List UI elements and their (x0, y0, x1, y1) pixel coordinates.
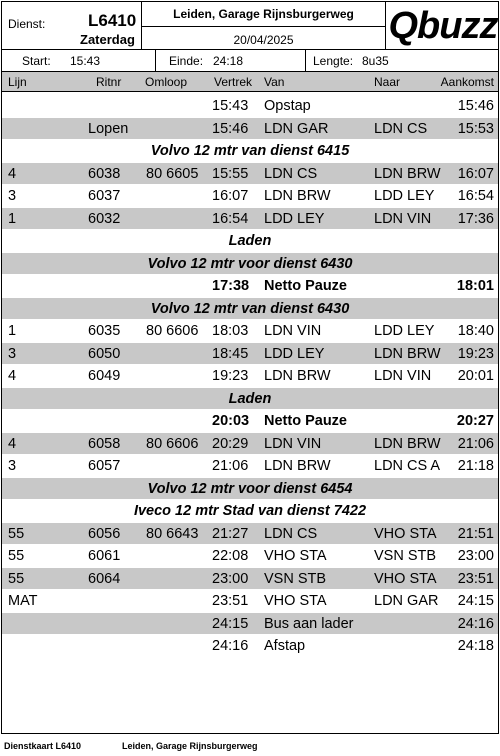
cell-omloop: 80 6606 (146, 435, 199, 452)
cell-vertrek: 21:06 (212, 458, 249, 474)
times-row (2, 50, 498, 72)
cell-van: Netto Pauze (264, 278, 347, 294)
trip-row (2, 545, 498, 568)
section-title (2, 478, 498, 501)
cell-ritnr: 6037 (88, 188, 121, 204)
cell-naar: LDD LEY (374, 188, 435, 204)
cell-ritnr: 6061 (88, 548, 121, 564)
cell-van: LDN BRW (264, 188, 331, 204)
cell-naar: LDN BRW (374, 345, 441, 362)
section-title (2, 298, 498, 321)
cell-vertrek: 24:15 (212, 615, 249, 632)
section-title-text: Volvo 12 mtr van dienst 6430 (150, 300, 350, 317)
cell-aankomst: 16:54 (457, 188, 494, 204)
cell-ritnr: 6049 (88, 368, 121, 384)
trip-row (2, 118, 498, 141)
cell-van: LDN VIN (264, 323, 322, 339)
col-lijn: Lijn (8, 75, 27, 89)
cell-aankomst: 20:27 (456, 413, 494, 429)
cell-lijn: 3 (8, 345, 17, 362)
duty-card (1, 1, 499, 734)
trip-row (2, 95, 498, 118)
cell-aankomst: 15:46 (457, 98, 494, 114)
cell-naar: LDN CS (374, 120, 428, 137)
trip-row (2, 365, 498, 388)
cell-van: VHO STA (264, 548, 327, 564)
section-title-text: Volvo 12 mtr voor dienst 6430 (147, 255, 353, 272)
trip-row (2, 635, 498, 658)
cell-lijn: 1 (8, 323, 17, 339)
cell-van: LDD LEY (264, 345, 325, 362)
pause-row (2, 410, 498, 433)
cell-aankomst: 15:53 (457, 120, 494, 137)
trip-row (2, 455, 498, 478)
col-naar: Naar (374, 75, 401, 89)
cell-vertrek: 16:54 (212, 210, 249, 227)
cell-naar: LDN VIN (374, 368, 432, 384)
section-title (2, 230, 498, 253)
cell-ritnr: 6064 (88, 570, 121, 587)
cell-naar: LDN CS A (374, 458, 441, 474)
start-segment (2, 50, 156, 71)
cell-van: Netto Pauze (264, 413, 347, 429)
trip-row (2, 185, 498, 208)
cell-lijn: 3 (8, 458, 17, 474)
cell-van: Opstap (264, 98, 311, 114)
section-title-text: Laden (228, 233, 272, 249)
cell-lijn: 3 (8, 188, 17, 204)
length-segment (306, 50, 498, 71)
cell-aankomst: 24:16 (457, 615, 494, 632)
col-aankomst: Aankomst (440, 75, 494, 89)
start-value: 15:43 (70, 54, 101, 68)
end-segment (156, 50, 306, 71)
cell-naar: VSN STB (374, 548, 437, 564)
cell-vertrek: 23:00 (212, 570, 249, 587)
cell-ritnr: 6050 (88, 345, 121, 362)
cell-lijn: 55 (8, 548, 25, 564)
cell-aankomst: 23:51 (457, 570, 494, 587)
trip-row (2, 343, 498, 366)
trip-row (2, 163, 498, 186)
dienst-label: Dienst: (8, 17, 46, 31)
schedule-rows (2, 95, 498, 658)
length-label: Lengte: (313, 54, 354, 68)
cell-vertrek: 17:38 (212, 278, 250, 294)
footer-location: Leiden, Garage Rijnsburgerweg (122, 741, 258, 751)
trip-row (2, 568, 498, 591)
trip-row (2, 613, 498, 636)
cell-van: Afstap (264, 638, 306, 654)
cell-aankomst: 16:07 (457, 165, 494, 182)
day-of-week: Zaterdag (80, 32, 135, 47)
qbuzz-logo: Qbuzz (388, 5, 498, 47)
col-van: Van (264, 75, 285, 89)
end-value: 24:18 (213, 54, 244, 68)
cell-van: LDN CS (264, 165, 318, 182)
col-vertrek: Vertrek (214, 75, 253, 89)
section-title (2, 388, 498, 411)
cell-vertrek: 22:08 (212, 548, 249, 564)
cell-omloop: 80 6605 (146, 165, 199, 182)
trip-row (2, 523, 498, 546)
cell-van: Bus aan lader (264, 615, 354, 632)
cell-aankomst: 20:01 (457, 368, 494, 384)
dienst-code: L6410 (88, 11, 137, 30)
section-title (2, 500, 498, 523)
cell-lijn: 4 (8, 435, 17, 452)
cell-omloop: 80 6643 (146, 525, 199, 542)
section-title-text: Iveco 12 mtr Stad van dienst 7422 (133, 503, 367, 519)
cell-vertrek: 21:27 (212, 525, 249, 542)
page-footer (0, 741, 500, 755)
cell-lijn: 55 (8, 570, 25, 587)
cell-vertrek: 20:03 (212, 413, 250, 429)
cell-aankomst: 24:15 (457, 593, 494, 609)
trip-row (2, 433, 498, 456)
cell-aankomst: 17:36 (457, 210, 494, 227)
location-date-cell (142, 2, 386, 50)
cell-naar: LDD LEY (374, 323, 435, 339)
cell-aankomst: 18:40 (457, 323, 494, 339)
cell-naar: LDN BRW (374, 165, 441, 182)
cell-van: LDD LEY (264, 210, 325, 227)
section-title (2, 140, 498, 163)
trip-row (2, 590, 498, 613)
cell-ritnr: 6032 (88, 210, 121, 227)
cell-aankomst: 19:23 (457, 345, 494, 362)
section-title-text: Volvo 12 mtr van dienst 6415 (150, 143, 350, 159)
cell-lijn: 4 (8, 165, 17, 182)
start-label: Start: (22, 54, 51, 68)
cell-omloop: 80 6606 (146, 323, 199, 339)
end-label: Einde: (169, 54, 204, 68)
trip-row (2, 320, 498, 343)
garage-location: Leiden, Garage Rijnsburgerweg (142, 2, 385, 27)
cell-vertrek: 16:07 (212, 188, 249, 204)
cell-vertrek: 15:46 (212, 120, 249, 137)
cell-naar: LDN GAR (374, 593, 439, 609)
trip-row (2, 208, 498, 231)
cell-aankomst: 24:18 (457, 638, 494, 654)
cell-vertrek: 19:23 (212, 368, 249, 384)
cell-van: VSN STB (264, 570, 327, 587)
cell-van: LDN VIN (264, 435, 322, 452)
cell-aankomst: 21:51 (457, 525, 494, 542)
col-omloop: Omloop (145, 75, 188, 89)
duty-id-cell (2, 2, 142, 50)
cell-ritnr: 6035 (88, 323, 121, 339)
cell-naar: VHO STA (374, 570, 437, 587)
column-header (2, 72, 498, 92)
cell-aankomst: 21:06 (457, 435, 494, 452)
cell-lijn: MAT (8, 593, 38, 609)
cell-ritnr: 6057 (88, 458, 121, 474)
cell-aankomst: 18:01 (456, 278, 494, 294)
cell-lijn: 4 (8, 368, 17, 384)
cell-van: LDN BRW (264, 368, 331, 384)
cell-naar: VHO STA (374, 525, 437, 542)
cell-lijn: 55 (8, 525, 25, 542)
cell-vertrek: 20:29 (212, 435, 249, 452)
cell-van: LDN GAR (264, 120, 329, 137)
cell-van: VHO STA (264, 593, 327, 609)
cell-aankomst: 21:18 (457, 458, 494, 474)
cell-lijn: 1 (8, 210, 17, 227)
section-title-text: Volvo 12 mtr voor dienst 6454 (147, 480, 353, 497)
cell-vertrek: 18:45 (212, 345, 249, 362)
section-title (2, 253, 498, 276)
duty-date: 20/04/2025 (233, 33, 294, 47)
cell-van: LDN BRW (264, 458, 331, 474)
pause-row (2, 275, 498, 298)
section-title-text: Laden (228, 390, 272, 407)
card-header (2, 2, 498, 50)
cell-ritnr: 6058 (88, 435, 121, 452)
col-ritnr: Ritnr (96, 75, 122, 89)
cell-ritnr: 6056 (88, 525, 121, 542)
length-value: 8u35 (362, 54, 389, 68)
cell-ritnr: Lopen (88, 120, 129, 137)
cell-van: LDN CS (264, 525, 318, 542)
cell-aankomst: 23:00 (457, 548, 494, 564)
cell-ritnr: 6038 (88, 165, 121, 182)
cell-naar: LDN VIN (374, 210, 432, 227)
cell-vertrek: 15:43 (212, 98, 249, 114)
footer-card-id: Dienstkaart L6410 (4, 741, 82, 751)
cell-vertrek: 15:55 (212, 165, 249, 182)
cell-naar: LDN BRW (374, 435, 441, 452)
cell-vertrek: 18:03 (212, 323, 249, 339)
cell-vertrek: 23:51 (212, 593, 249, 609)
cell-vertrek: 24:16 (212, 638, 249, 654)
